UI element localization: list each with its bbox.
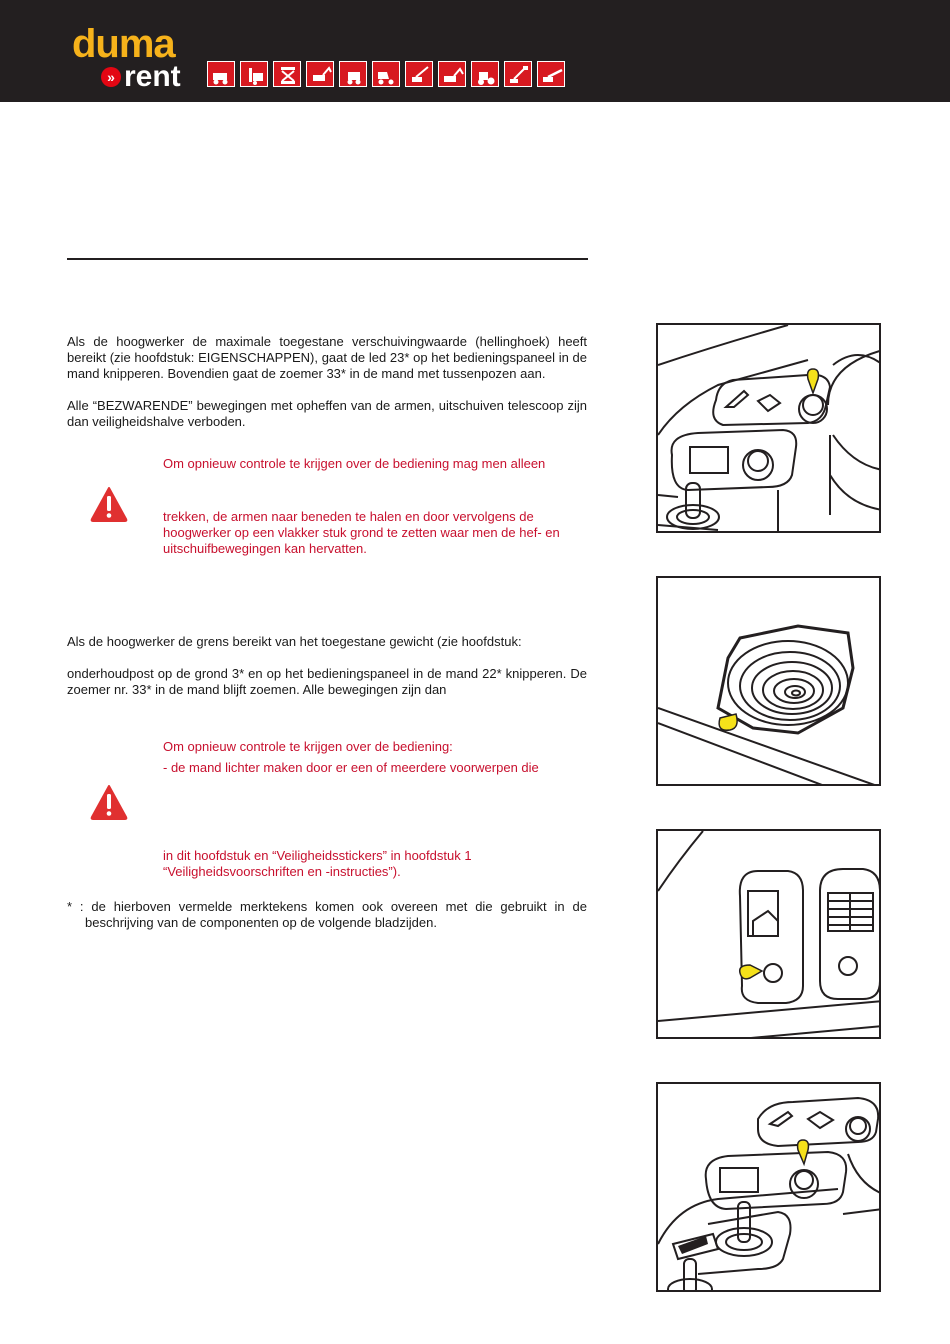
excavator-icon (438, 61, 466, 87)
page-header (0, 0, 950, 102)
loader-icon (207, 61, 235, 87)
section1-paragraph-1: Als de hoogwerker de maximale toegestane verschuivingwaarde (hellinghoek) heeft bereikt (zie hoofdstuk: EIGENSCHAPPEN), gaat de led 23* op het bedieningspaneel in de mand knipperen. Bovendien gaat de zoemer 33* in de mand met tussenpozen aan. (67, 334, 587, 381)
section2-warning-line1: Om opnieuw controle te krijgen over de bediening: (163, 739, 453, 754)
tractor-icon (471, 61, 499, 87)
illustration-buzzer (656, 576, 881, 786)
section2-warning-line2: - de mand lichter maken door er een of meerdere voorwerpen die (163, 760, 539, 775)
position-marker-icon (798, 1140, 809, 1164)
section1-warning-line2: trekken, de armen naar beneden te halen en door vervolgens de hoogwerker op een vlakker stuk grond te zetten waar men de hef- en uitschuifbewegingen kan hervatten. (163, 509, 560, 556)
position-marker-icon (808, 369, 819, 393)
warning-triangle-icon (90, 486, 128, 522)
mini-excavator-icon (306, 61, 334, 87)
telehandler-icon (537, 61, 565, 87)
section-divider (67, 258, 588, 260)
skid-loader-icon (339, 61, 367, 87)
boom-lift-icon (504, 61, 532, 87)
section1-warning-line1: Om opnieuw controle te krijgen over de bediening mag men alleen (163, 456, 546, 471)
crane-icon (405, 61, 433, 87)
illustration-control-panel-led (656, 323, 881, 533)
logo-rent-text (100, 62, 181, 92)
machine-icon-strip (207, 61, 570, 87)
illustration-joystick-panel (656, 1082, 881, 1292)
section2-warning-line3: in dit hoofdstuk en “Veiligheidsstickers” in hoofdstuk 1 “Veiligheidsvoorschriften en -instructies”). (163, 848, 472, 879)
illustration-ground-panel (656, 829, 881, 1039)
logo-duma-text: duma (72, 22, 175, 66)
dumper-icon (372, 61, 400, 87)
logo-rent-word: rent (124, 60, 181, 93)
forklift-icon (240, 61, 268, 87)
position-marker-icon (740, 965, 762, 979)
warning-triangle-icon (90, 784, 128, 820)
footnote: * : de hierboven vermelde merktekens komen ook overeen met die gebruikt in de beschrijving van de componenten op de volgende bladzijden. (67, 899, 587, 930)
section1-paragraph-2: Alle “BEZWARENDE” bewegingen met opheffen van de armen, uitschuiven telescoop zijn dan veiligheidshalve verboden. (67, 398, 587, 429)
scissor-lift-icon (273, 61, 301, 87)
section2-paragraph-line2: onderhoudpost op de grond 3* en op het bedieningspaneel in de mand 22* knipperen. De zoemer nr. 33* in de mand blijft zoemen. Alle bewegingen zijn dan (67, 666, 587, 697)
section2-paragraph-line1: Als de hoogwerker de grens bereikt van het toegestane gewicht (zie hoofdstuk: (67, 634, 522, 649)
position-marker-icon (719, 714, 737, 730)
logo-chevron-icon: » (101, 67, 121, 87)
